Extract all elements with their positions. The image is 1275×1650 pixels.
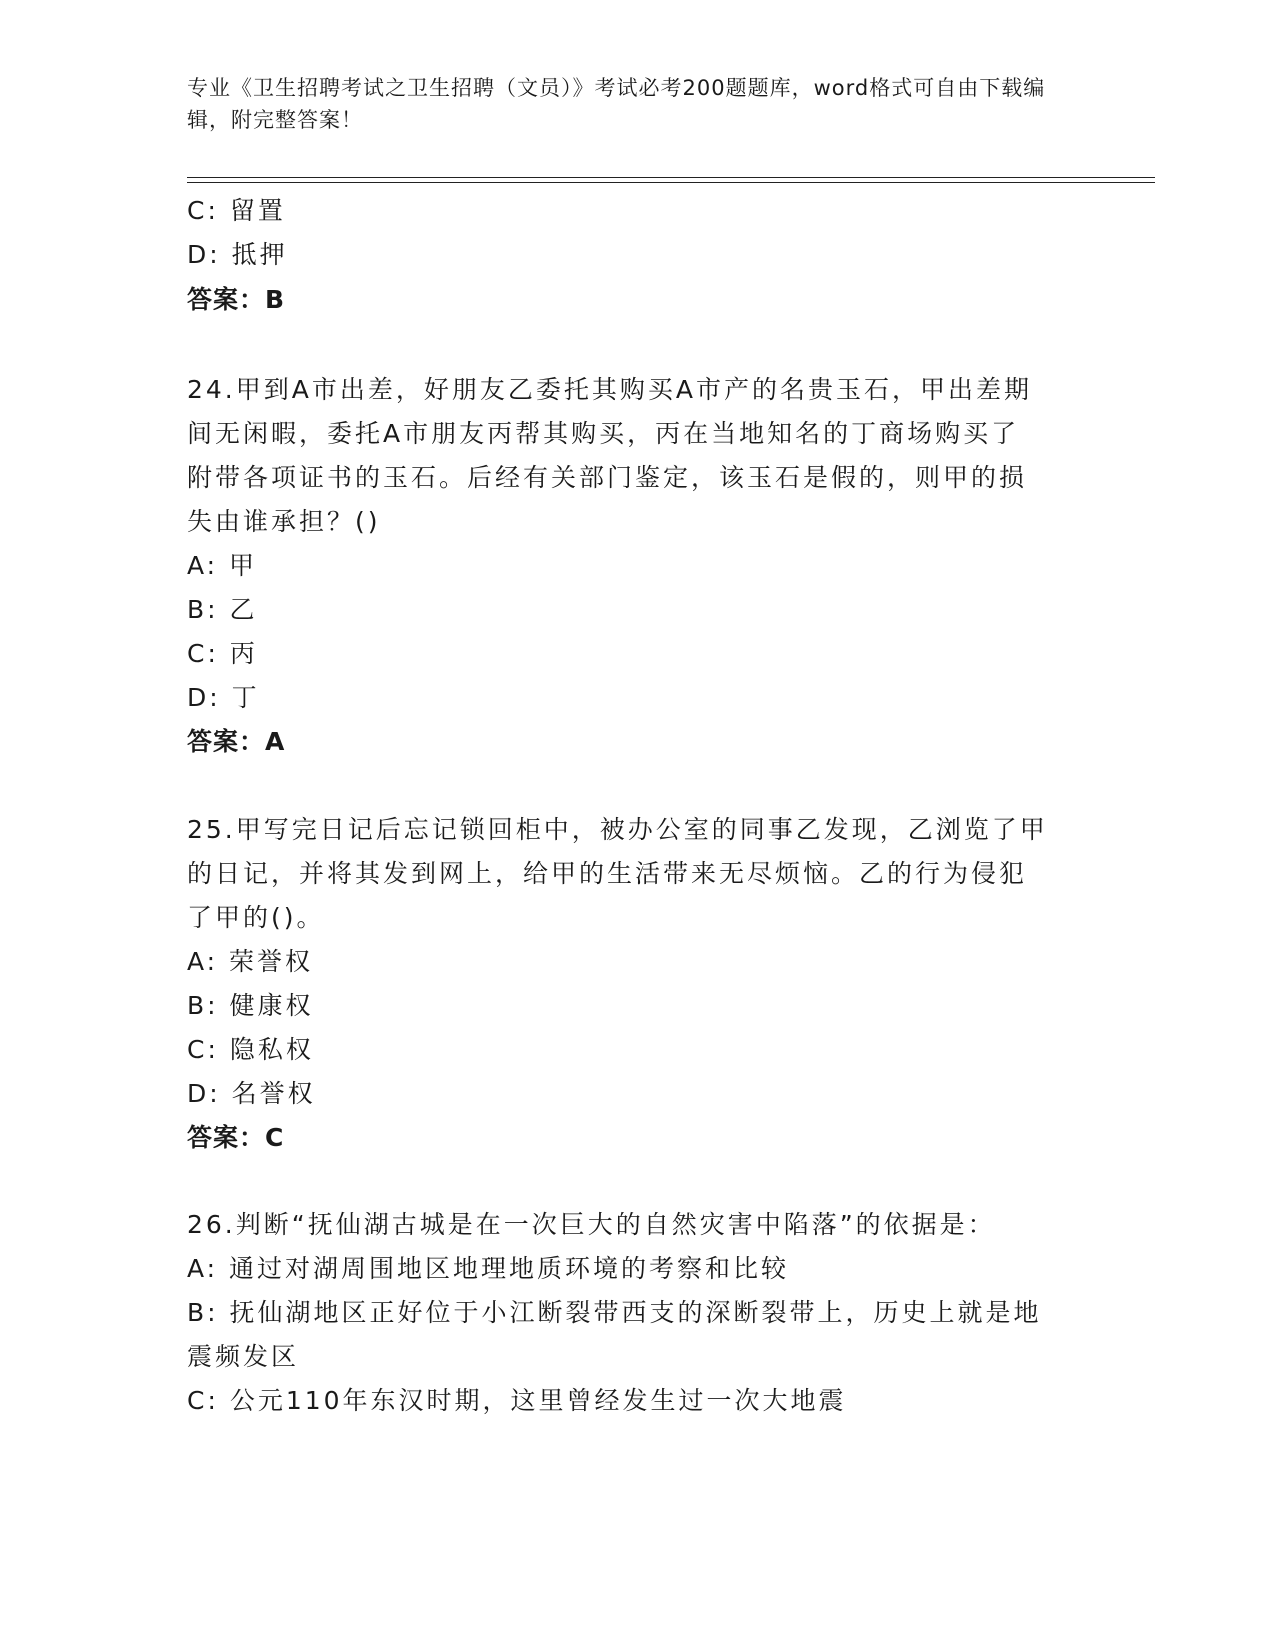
q25-option-c: C: 隐私权: [187, 1035, 314, 1064]
header-rule-bottom: [187, 182, 1155, 183]
q24-text-line-4: 失由谁承担？(): [187, 507, 381, 536]
q24-answer: 答案：A: [187, 727, 286, 756]
q24-text-line-1: 24.甲到A市出差，好朋友乙委托其购买A市产的名贵玉石，甲出差期: [187, 375, 1032, 404]
q24-option-c: C: 丙: [187, 639, 258, 668]
q26-option-b-line-1: B: 抚仙湖地区正好位于小江断裂带西支的深断裂带上，历史上就是地: [187, 1298, 1042, 1327]
q25-text-line-3: 了甲的()。: [187, 903, 325, 932]
q23-option-c: C: 留置: [187, 196, 286, 225]
q25-text-line-2: 的日记，并将其发到网上，给甲的生活带来无尽烦恼。乙的行为侵犯: [187, 859, 1028, 888]
q25-option-a: A: 荣誉权: [187, 947, 314, 976]
q25-answer: 答案：C: [187, 1123, 285, 1152]
q24-option-a: A: 甲: [187, 551, 258, 580]
q26-option-a: A: 通过对湖周围地区地理地质环境的考察和比较: [187, 1254, 790, 1283]
document-header: 专业《卫生招聘考试之卫生招聘（文员）》考试必考200题题库，word格式可自由下载编辑，附完整答案！: [187, 76, 1046, 132]
q25-option-b: B: 健康权: [187, 991, 314, 1020]
q24-option-d: D: 丁: [187, 683, 260, 712]
q26-option-c: C: 公元110年东汉时期，这里曾经发生过一次大地震: [187, 1386, 847, 1415]
q26-option-b-line-2: 震频发区: [187, 1342, 300, 1371]
q24-text-line-3: 附带各项证书的玉石。后经有关部门鉴定，该玉石是假的，则甲的损: [187, 463, 1028, 492]
q26-text-line-1: 26.判断“抚仙湖古城是在一次巨大的自然灾害中陷落”的依据是：: [187, 1210, 996, 1239]
q25-text-line-1: 25.甲写完日记后忘记锁回柜中，被办公室的同事乙发现，乙浏览了甲: [187, 815, 1048, 844]
q25-option-d: D: 名誉权: [187, 1079, 316, 1108]
q23-answer: 答案：B: [187, 285, 286, 314]
q23-option-d: D: 抵押: [187, 240, 288, 269]
q24-option-b: B: 乙: [187, 595, 258, 624]
q24-text-line-2: 间无闲暇，委托A市朋友丙帮其购买，丙在当地知名的丁商场购买了: [187, 419, 1020, 448]
header-rule-top: [187, 177, 1155, 178]
